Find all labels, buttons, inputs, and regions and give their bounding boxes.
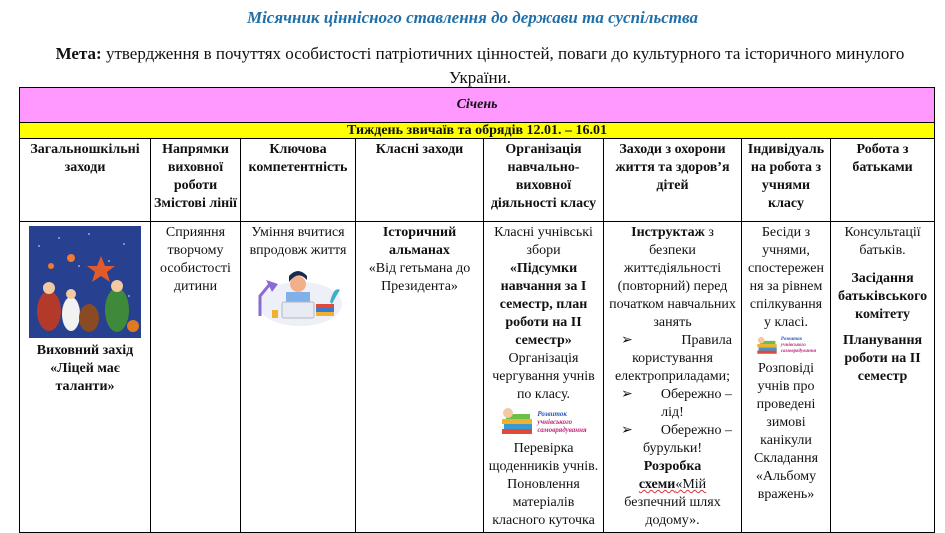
- student-laptop-illustration: [248, 264, 348, 326]
- committee-meeting: Засідання батьківського комітету: [837, 271, 928, 322]
- corner-update-text: Поновлення матеріалів класного куточка: [492, 477, 595, 528]
- bullet-item: [607, 422, 738, 440]
- safety-cell: [604, 222, 742, 533]
- bullet-text-cont: бурульки!: [642, 441, 703, 456]
- class-organization-cell: [484, 222, 604, 533]
- header-cell: Напрямки виховної роботи Змістові лінії: [151, 139, 241, 222]
- logo-line-3: самоврядування: [537, 426, 587, 434]
- almanac-subtitle: «Від гетьмана до Президента»: [368, 261, 471, 294]
- books-icon: [500, 407, 534, 437]
- self-government-logo: [745, 335, 827, 357]
- header-cell: Ключова компетентність: [241, 139, 356, 222]
- header-cell: Індивідуаль на робота з учнями класу: [742, 139, 831, 222]
- semester-planning: Планування роботи на ІІ семестр: [843, 333, 923, 384]
- almanac-title: Історичний альманах: [382, 225, 457, 258]
- class-events-cell: [356, 222, 484, 533]
- talks-text: Бесіди з учнями, спостережен ня за рівнем спілкування у класі.: [747, 225, 824, 330]
- individual-work-cell: [742, 222, 831, 533]
- school-events-cell: [20, 222, 151, 533]
- competence-text: Уміння вчитися впродовж життя: [249, 225, 347, 258]
- logo-line-2: учнівського: [537, 418, 573, 426]
- bullet-text: Правила: [681, 333, 732, 348]
- header-cell: Загальношкільні заходи: [20, 139, 151, 222]
- self-government-logo: [487, 407, 600, 437]
- logo-line-3: самоврядування: [780, 349, 817, 354]
- bullet-item: [607, 386, 738, 404]
- scheme-title-start: «Мій: [675, 477, 707, 492]
- parents-work-cell: [831, 222, 935, 533]
- scheme-line: [607, 476, 738, 494]
- scheme-word: схеми: [638, 477, 676, 492]
- books-icon: [756, 335, 778, 357]
- scheme-label: Розробка: [643, 459, 702, 474]
- stories-text: Розповіді учнів про проведені зимові канікули Складання «Альбому вражень»: [753, 361, 819, 502]
- plan-table: [19, 87, 935, 533]
- month-row: Січень: [20, 88, 935, 123]
- header-cell: Заходи з охорони життя та здоров’я дітей: [604, 139, 742, 222]
- header-cell: Класні заходи: [356, 139, 484, 222]
- bullet-text-cont: лід!: [661, 405, 684, 420]
- bullet-arrow-icon: ➢: [621, 423, 633, 438]
- page-title: Місячник ціннісного ставлення до держави та суспільства: [246, 8, 699, 27]
- bullet-arrow-icon: ➢: [621, 333, 633, 348]
- consultations-text: Консультації батьків.: [844, 225, 921, 258]
- meeting-topic: «Підсумки навчання за І семестр, план роботи на ІІ семестр»: [499, 261, 588, 348]
- header-cell: Робота з батьками: [831, 139, 935, 222]
- header-row: [20, 139, 935, 222]
- bullet-text: Обережно –: [660, 387, 732, 402]
- bullet-arrow-icon: ➢: [621, 387, 633, 402]
- week-row: Тиждень звичаїв та обрядів 12.01. – 16.01: [20, 123, 935, 139]
- goal-label: Мета:: [55, 44, 102, 63]
- bullet-text-cont: користування електроприладами;: [614, 351, 731, 384]
- header-cell: Організація навчально-виховної діяльності класу: [484, 139, 604, 222]
- duty-text: Організація чергування учнів по класу.: [492, 351, 595, 402]
- content-row: [20, 222, 935, 533]
- direction-cell: Сприяння творчому особистості дитини: [151, 222, 241, 533]
- diary-check-text: Перевірка щоденників учнів.: [488, 441, 599, 474]
- school-event-title: Виховний захід «Ліцей має таланти»: [36, 343, 134, 394]
- competence-cell: [241, 222, 356, 533]
- briefing-label: Інструктаж: [631, 225, 705, 240]
- logo-line-1: Розвиток: [780, 337, 803, 342]
- meeting-intro: Класні учнівські збори: [494, 225, 593, 258]
- logo-line-2: учнівського: [780, 343, 806, 348]
- carolers-illustration: [29, 226, 141, 338]
- scheme-title-end: безпечний шлях додому».: [624, 495, 721, 528]
- bullet-item: [607, 332, 738, 350]
- logo-line-1: Розвиток: [537, 410, 567, 418]
- bullet-text: Обережно –: [660, 423, 732, 438]
- goal-text: утвердження в почуттях особистості патріотичних цінностей, поваги до культурного та історичного минулого України.: [101, 44, 905, 87]
- briefing-body: з безпеки життєдіяльності (повторний) перед початком навчальних занять: [609, 225, 736, 330]
- goal-paragraph: [40, 42, 920, 90]
- briefing-text: [607, 224, 738, 332]
